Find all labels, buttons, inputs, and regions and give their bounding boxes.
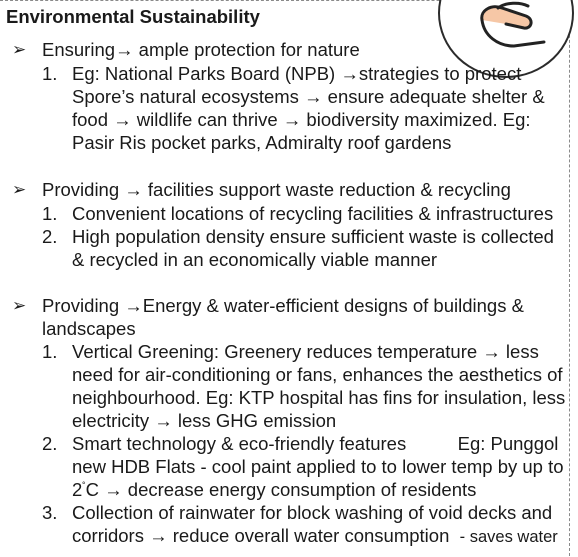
section-3-list: [42, 340, 570, 549]
list-item: 1. Convenient locations of recycling facilities & infrastructures: [42, 203, 554, 224]
list-item: 3. Collection of rainwater for block washing of void decks and corridors → reduce overall water consumption - saves water: [42, 502, 558, 546]
section-1-list: [42, 62, 570, 154]
saves-water-note: - saves water: [459, 528, 558, 546]
list-item: 1. Vertical Greening: Greenery reduces temperature → less need for air-conditioning or fans, enhances the aesthetics of neighbourhood. Eg: KTP hospital has fins for insulation, less electricity → less GHG emission: [42, 341, 566, 431]
section-1-text: Ensuring→ ample protection for nature: [42, 39, 360, 60]
arrowhead-bullet-icon: ➢: [12, 40, 27, 59]
list-item: 2. High population density ensure sufficient waste is collected & recycled in an economically viable manner: [42, 226, 554, 270]
list-item: 1. Eg: National Parks Board (NPB) →strategies to protect Spore’s natural ecosystems → ensure adequate shelter & food → wildlife can thrive → biodiversity maximized. Eg: Pasir Ris pocket parks, Admiralty roof gardens: [42, 63, 545, 153]
list-item: 2. Smart technology & eco-friendly features Eg: Punggol new HDB Flats - cool paint applied to to lower temp by up to 2˚C → decrease energy consumption of residents: [42, 433, 564, 500]
arrowhead-bullet-icon: ➢: [12, 296, 27, 315]
section-2-list: [42, 202, 570, 271]
section-3-text: Providing →Energy & water-efficient designs of buildings & landscapes: [42, 295, 524, 339]
section-2-text: Providing → facilities support waste reduction & recycling: [42, 179, 511, 200]
page-title: Environmental Sustainability: [6, 6, 260, 27]
arrowhead-bullet-icon: ➢: [12, 180, 27, 199]
